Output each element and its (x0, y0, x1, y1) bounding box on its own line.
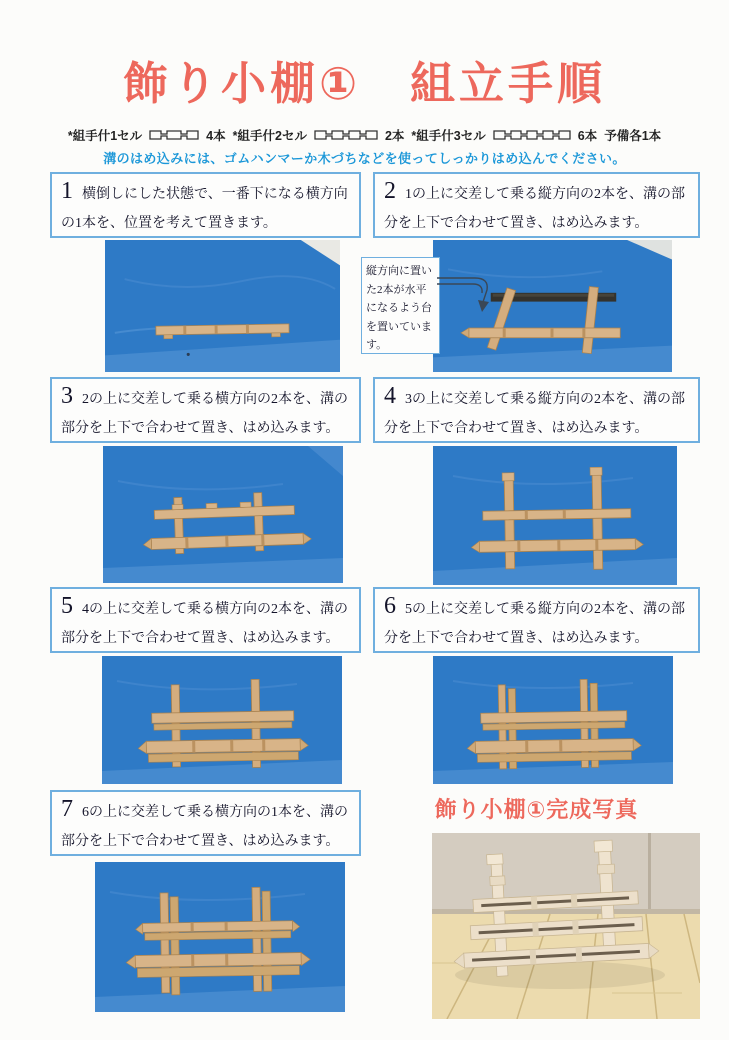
step-5-number: 5 (61, 593, 73, 619)
step-3-text: 2の上に交差して乗る横方向の2本を、溝の部分を上下で合わせて置き、はめ込みます。 (61, 392, 348, 436)
step-4-box (373, 377, 700, 443)
step-3-number: 3 (61, 383, 73, 409)
step-2-text: 1の上に交差して乗る縦方向の2本を、溝の部分を上下で合わせて置き、はめ込みます。 (384, 187, 685, 231)
part-3cell-count: 6本 (577, 129, 598, 143)
step-4-text: 3の上に交差して乗る縦方向の2本を、溝の部分を上下で合わせて置き、はめ込みます。 (384, 392, 685, 436)
annotation-box: 縦方向に置いた2本が水平になるよう台を置いています。 (361, 257, 440, 354)
step-4-number: 4 (384, 383, 396, 409)
step-6-photo (433, 656, 673, 784)
step-1-photo (105, 240, 340, 372)
assembly-notice: 溝のはめ込みには、ゴムハンマーか木づちなどを使ってしっかりはめ込んでください。 (103, 151, 626, 166)
step-1-box (50, 172, 361, 238)
step-2-box (373, 172, 700, 238)
part-3cell-diagram-icon (493, 128, 571, 142)
step-1-number: 1 (61, 178, 73, 204)
step-1-photo-image (105, 240, 340, 372)
annotation-arrow-icon (437, 268, 522, 323)
part-3cell-label: *組手什3セル (411, 129, 486, 143)
step-6-box (373, 587, 700, 653)
final-completed-photo (432, 833, 700, 1019)
part-2cell-diagram-icon (314, 128, 378, 142)
step-6-text: 5の上に交差して乗る縦方向の2本を、溝の部分を上下で合わせて置き、はめ込みます。 (384, 602, 685, 646)
step-4-photo (433, 446, 677, 585)
step-7-photo-image (95, 862, 345, 1012)
step-6-photo-image (433, 656, 673, 784)
part-1cell-diagram-icon (149, 128, 199, 142)
part-1cell-label: *組手什1セル (67, 129, 143, 143)
step-5-photo-image (102, 656, 342, 784)
step-7-number: 7 (61, 796, 73, 822)
step-7-photo (95, 862, 345, 1012)
page-title: 飾り小棚① 組立手順 (122, 58, 607, 109)
final-photo-caption: 飾り小棚①完成写真 (434, 797, 639, 822)
step-3-photo-image (103, 446, 343, 583)
step-6-number: 6 (384, 593, 396, 619)
step-7-text: 6の上に交差して乗る横方向の1本を、溝の部分を上下で合わせて置き、はめ込みます。 (61, 805, 348, 849)
step-5-photo (102, 656, 342, 784)
spare-note: 予備各1本 (604, 129, 662, 143)
step-1-text: 横倒しにした状態で、一番下になる横方向の1本を、位置を考えて置きます。 (61, 187, 348, 231)
step-7-box (50, 790, 361, 856)
step-5-text: 4の上に交差して乗る横方向の2本を、溝の部分を上下で合わせて置き、はめ込みます。 (61, 602, 348, 646)
step-4-photo-image (433, 446, 677, 585)
part-2cell-label: *組手什2セル (232, 129, 307, 143)
parts-list (0, 126, 729, 144)
final-completed-photo-image (432, 833, 700, 1019)
step-3-box (50, 377, 361, 443)
part-1cell-count: 4本 (206, 129, 226, 143)
part-2cell-count: 2本 (384, 129, 405, 143)
step-3-photo (103, 446, 343, 583)
step-5-box (50, 587, 361, 653)
step-2-number: 2 (384, 178, 396, 204)
